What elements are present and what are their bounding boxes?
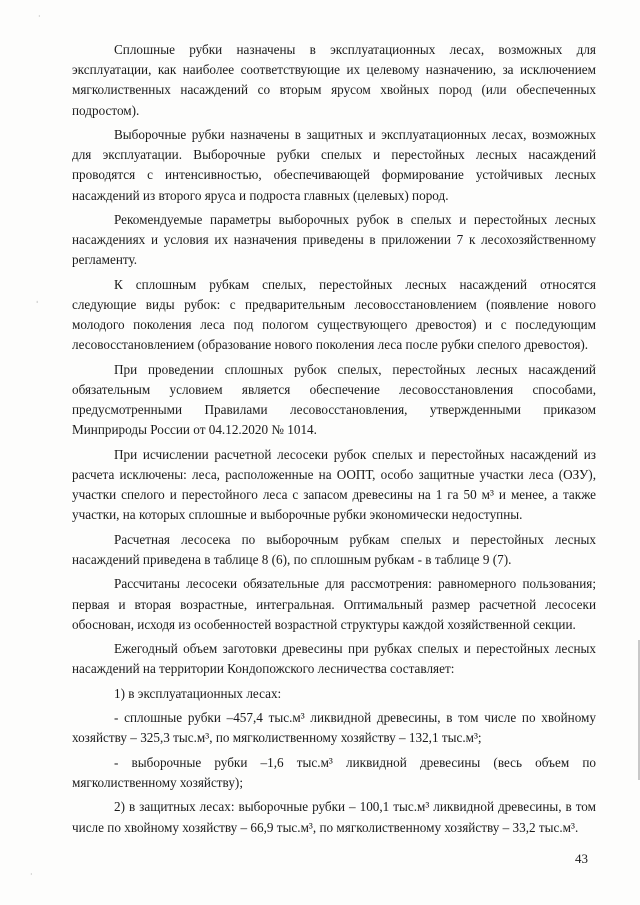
paragraph-8: Рассчитаны лесосеки обязательные для рассмотрения: равномерного пользования; первая и вторая возрастные, интегральная. Оптимальный размер расчетной лесосеки обоснован, исходя из особенностей возрастной структуры каждой хозяйственной секции. bbox=[72, 576, 596, 632]
paragraph-3: Рекомендуемые параметры выборочных рубок в спелых и перестойных лесных насаждениях и условия их назначения приведены в приложении 7 к лесохозяйственному регламенту. bbox=[72, 212, 596, 268]
list-heading-2: 2) в защитных лесах: выборочные рубки – 100,1 тыс.м³ ликвидной древесины, в том числе по хвойному хозяйству – 66,9 тыс.м³, по мягколиственному хозяйству – 33,2 тыс.м³. bbox=[72, 799, 596, 835]
body-text bbox=[72, 40, 596, 842]
paragraph-1: Сплошные рубки назначены в эксплуатационных лесах, возможных для эксплуатации, как наиболее соответствующие их целевому назначению, за исключением мягколиственных насаждений со вторым ярусом хвойных пород (или обеспеченных подростом). bbox=[72, 42, 596, 118]
paragraph-4: К сплошным рубкам спелых, перестойных лесных насаждений относятся следующие виды рубок: с предварительным лесовосстановлением (появление нового молодого поколения леса под пологом существующего древостоя) и с последующим лесовосстановлением (образование нового поколения леса после рубки спелого древостоя). bbox=[72, 276, 596, 353]
list-heading-1: 1) в эксплуатационных лесах: bbox=[114, 685, 282, 701]
paragraph-9: Ежегодный объем заготовки древесины при рубках спелых и перестойных лесных насаждений на территории Кондопожского лесничества составляет: bbox=[72, 641, 596, 677]
page-number: 43 bbox=[575, 851, 588, 866]
paragraph-5: При проведении сплошных рубок спелых, перестойных лесных насаждений обязательным условием является обеспечение лесовосстановления способами, предусмотренными Правилами лесовосстановления, утвержденными приказом Минприроды России от 04.12.2020 № 1014. bbox=[72, 361, 596, 438]
scan-mark: ˈ bbox=[36, 300, 39, 309]
paragraph-6: При исчислении расчетной лесосеки рубок спелых и перестойных насаждений из расчета исключены: леса, расположенные на ООПТ, особо защитные участки леса (ОЗУ), участки спелого и перестойного леса с запасом древесины на 1 га 50 м³ и менее, а также участки, на которых сплошные и выборочные рубки экономически недоступны. bbox=[72, 446, 596, 523]
list-item-1: - сплошные рубки –457,4 тыс.м³ ликвидной древесины, в том числе по хвойному хозяйству – 325,3 тыс.м³, по мягколиственному хозяйству – 132,1 тыс.м³; bbox=[72, 710, 596, 746]
paragraph-2: Выборочные рубки назначены в защитных и эксплуатационных лесах, возможных для эксплуатации. Выборочные рубки спелых и перестойных лесных насаждений проводятся с интенсивностью, обеспечивающей формирование устойчивых лесных насаждений из второго яруса и подроста главных (целевых) пород. bbox=[72, 127, 596, 203]
scan-mark: · bbox=[30, 870, 33, 879]
scan-mark: · bbox=[38, 12, 41, 21]
paragraph-7: Расчетная лесосека по выборочным рубкам спелых и перестойных лесных насаждений приведена в таблице 8 (6), по сплошным рубкам - в таблице 9 (7). bbox=[72, 531, 596, 567]
list-item-2: - выборочные рубки –1,6 тыс.м³ ликвидной древесины (весь объем по мягколиственному хозяйству); bbox=[72, 754, 596, 790]
